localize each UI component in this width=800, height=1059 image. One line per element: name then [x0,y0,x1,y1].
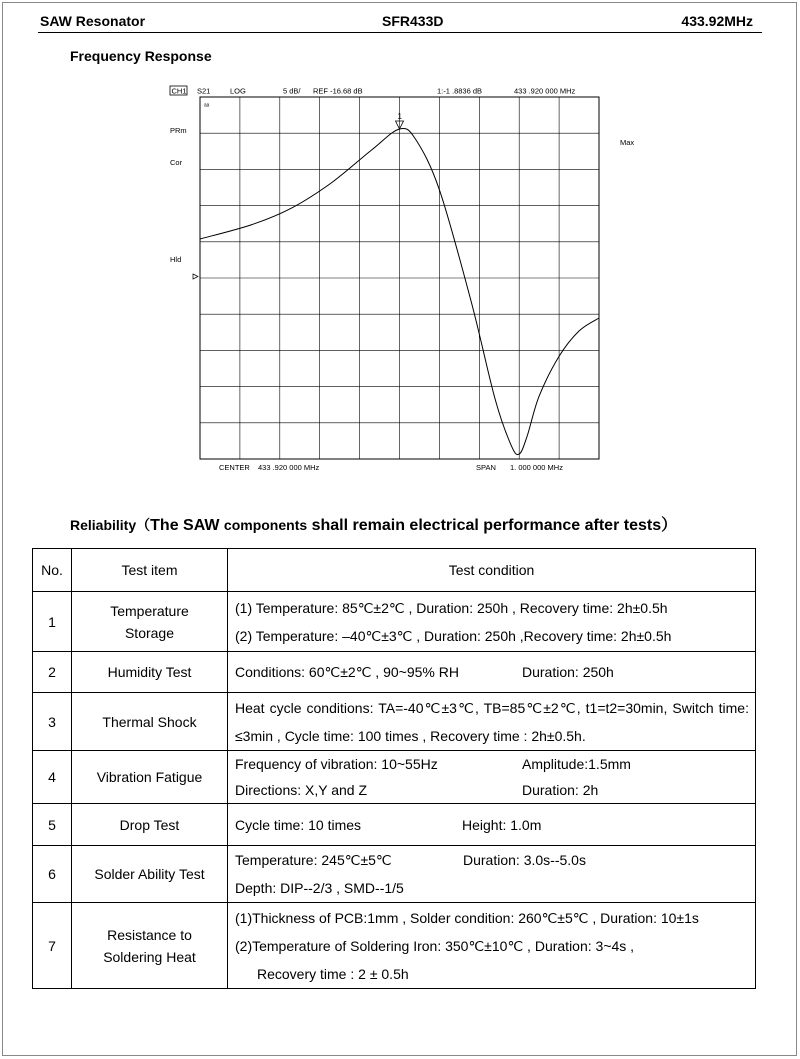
row-no: 6 [33,846,72,903]
row-no: 1 [33,592,72,652]
frequency-response-title: Frequency Response [70,48,212,64]
row-test-item: Vibration Fatigue [72,751,228,804]
row-no: 3 [33,693,72,751]
row-test-item: Thermal Shock [72,693,228,751]
row-test-item: Solder Ability Test [72,846,228,903]
table-row [33,846,756,903]
table-header-row [33,549,756,592]
marker-frequency: 433 .920 000 MHz [514,86,576,96]
row-no: 5 [33,804,72,846]
max-label: Max [620,138,635,147]
table-row [33,693,756,751]
row-test-condition: Temperature: 245℃±5℃ Duration: 3.0s--5.0s Depth: DIP--2/3 , SMD--1/5 [228,846,756,903]
row-test-condition: Conditions: 60℃±2℃ , 90~95% RH Duration: 250h [228,652,756,693]
scale-label: 5 dB/ [283,86,301,96]
reliability-title: Reliability（The SAW components shall remain electrical performance after tests） [70,517,678,534]
header-test-item: Test item [72,549,228,592]
row-test-condition: (1)Thickness of PCB:1mm , Solder condition: 260℃±5℃ , Duration: 10±1s (2)Temperature of Soldering Iron: 350℃±10℃ , Duration: 3~4s , Recovery time : 2 ± 0.5h [228,903,756,989]
center-value: 433 .920 000 MHz [258,463,320,472]
ref-label: REF -16.68 dB [313,86,363,96]
table-row [33,592,756,652]
side-label-cor: Cor [170,158,183,167]
span-value: 1. 000 000 MHz [510,463,563,472]
row-no: 2 [33,652,72,693]
marker-readout: 1:-1 .8836 dB [437,86,483,96]
table-row [33,751,756,804]
row-test-item: Drop Test [72,804,228,846]
row-test-item: Temperature Storage [72,592,228,652]
row-test-condition: Frequency of vibration: 10~55Hz Amplitude:1.5mm Directions: X,Y and Z Duration: 2h [228,751,756,804]
header-test-condition: Test condition [228,549,756,592]
marker-tag: ᵃᵃ [204,103,210,110]
row-test-item: Resistance to Soldering Heat [72,903,228,989]
table-row [33,804,756,846]
header-frequency: 433.92MHz [681,13,753,29]
center-label: CENTER [219,463,250,472]
span-label: SPAN [476,463,496,472]
row-test-condition: (1) Temperature: 85℃±2℃ , Duration: 250h , Recovery time: 2h±0.5h (2) Temperature: –40℃±3℃ , Duration: 250h ,Recovery time: 2h±0.5h [228,592,756,652]
chart-grid [200,97,599,459]
side-label-hld: Hld [170,255,182,264]
table-row [33,652,756,693]
ch-label: CH1 [171,86,187,96]
reliability-table [32,548,756,989]
ref-level-arrow [193,274,198,279]
row-no: 4 [33,751,72,804]
table-row [33,903,756,989]
row-test-condition: Heat cycle conditions: TA=-40℃±3℃, TB=85℃±2℃, t1=t2=30min, Switch time: ≤3min , Cycle time: 100 times , Recovery time : 2h±0.5h. [228,693,756,751]
side-label-prm: PRm [170,126,187,135]
frequency-response-chart [0,0,800,480]
header-product-type: SAW Resonator [40,13,146,29]
row-no: 7 [33,903,72,989]
header-model: SFR433D [382,13,444,29]
row-test-item: Humidity Test [72,652,228,693]
header-no: No. [33,549,72,592]
param-label: S21 [197,86,211,96]
marker-number: 1 [397,112,402,122]
row-test-condition: Cycle time: 10 times Height: 1.0m [228,804,756,846]
format-label: LOG [230,86,246,96]
